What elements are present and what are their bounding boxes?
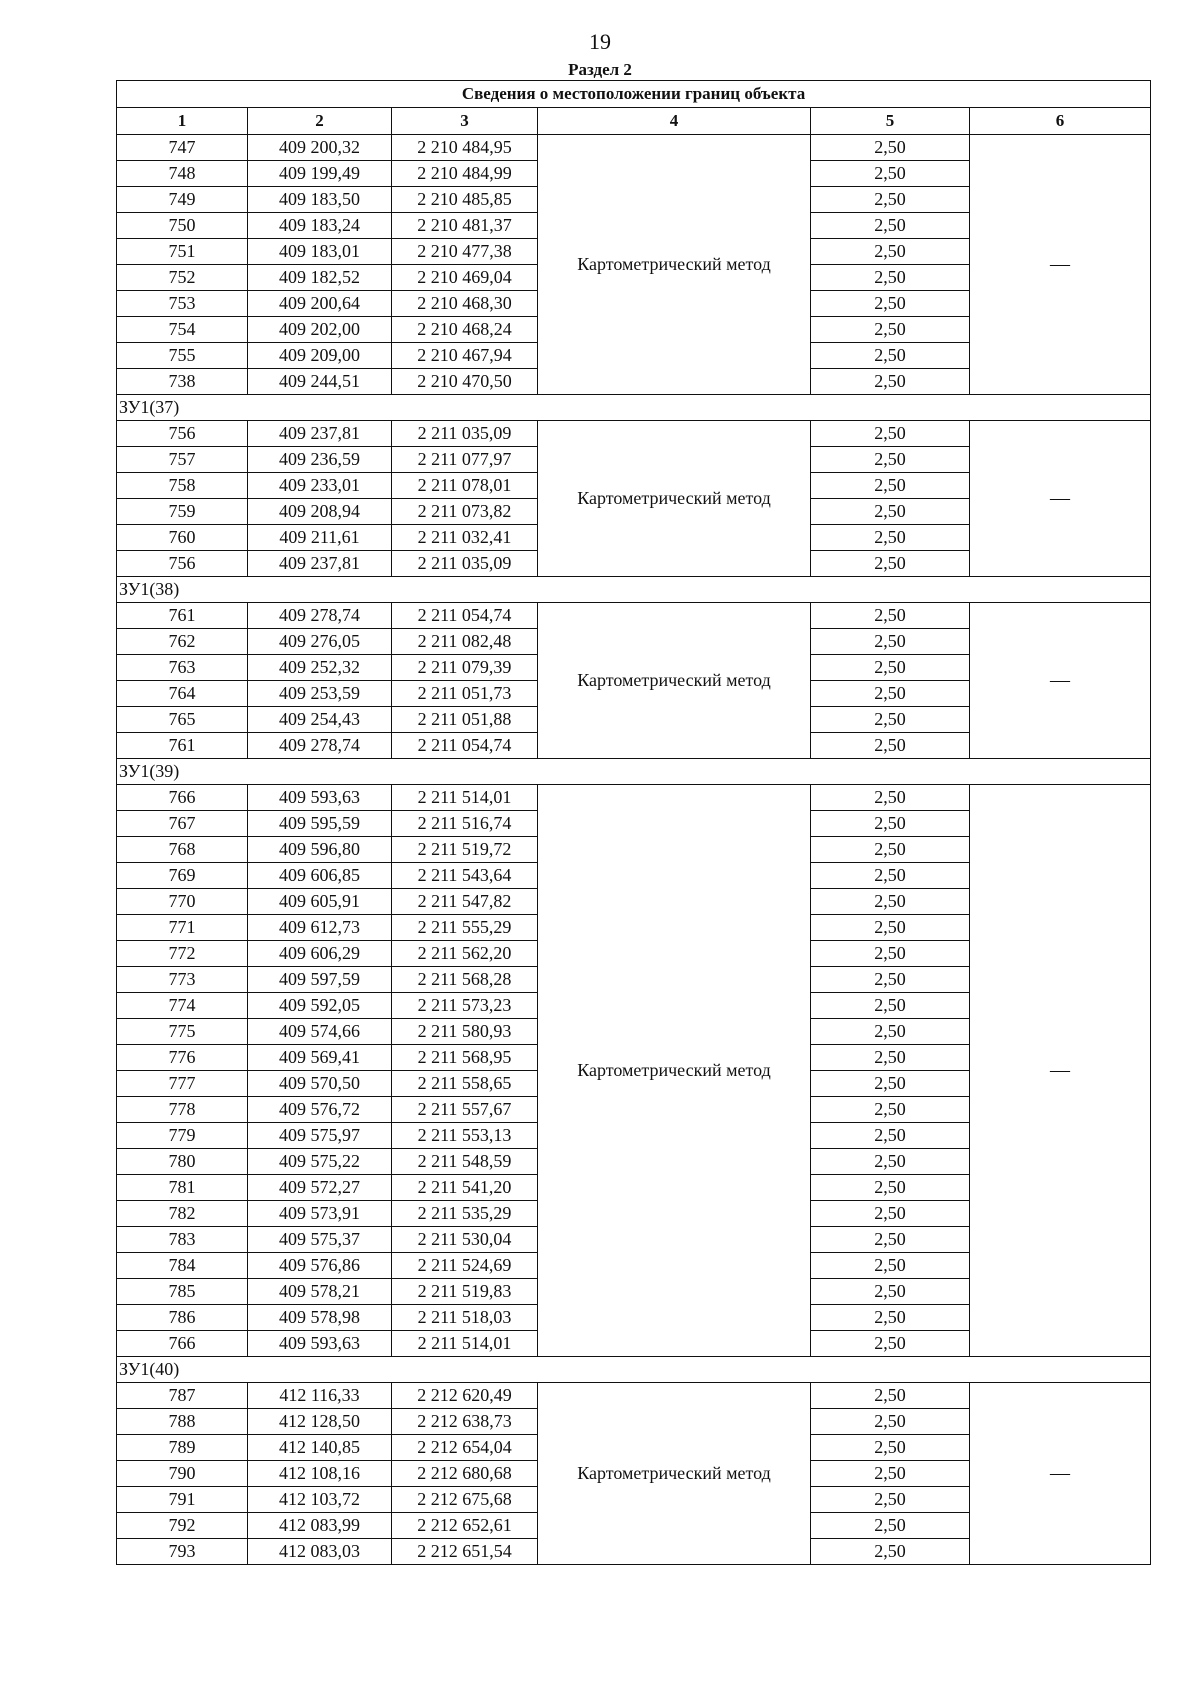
coord-x: 409 208,94 — [248, 499, 392, 525]
coord-y: 2 211 035,09 — [392, 421, 538, 447]
point-number: 760 — [117, 525, 248, 551]
coord-y: 2 211 519,72 — [392, 837, 538, 863]
accuracy: 2,50 — [811, 213, 970, 239]
coord-y: 2 211 557,67 — [392, 1097, 538, 1123]
method-cell: Картометрический метод — [538, 603, 811, 759]
group-label: ЗУ1(39) — [117, 759, 1151, 785]
point-number: 767 — [117, 811, 248, 837]
point-number: 787 — [117, 1383, 248, 1409]
accuracy: 2,50 — [811, 681, 970, 707]
coord-x: 409 253,59 — [248, 681, 392, 707]
coord-x: 409 200,64 — [248, 291, 392, 317]
coord-x: 409 183,50 — [248, 187, 392, 213]
coord-y: 2 211 558,65 — [392, 1071, 538, 1097]
method-cell: Картометрический метод — [538, 135, 811, 395]
point-number: 792 — [117, 1513, 248, 1539]
coord-x: 409 575,22 — [248, 1149, 392, 1175]
coord-y: 2 212 651,54 — [392, 1539, 538, 1565]
coord-x: 409 597,59 — [248, 967, 392, 993]
accuracy: 2,50 — [811, 655, 970, 681]
coord-y: 2 210 468,30 — [392, 291, 538, 317]
point-number: 763 — [117, 655, 248, 681]
point-number: 755 — [117, 343, 248, 369]
coord-y: 2 212 654,04 — [392, 1435, 538, 1461]
method-cell: Картометрический метод — [538, 1383, 811, 1565]
dash-cell: — — [970, 785, 1151, 1357]
coord-y: 2 211 548,59 — [392, 1149, 538, 1175]
coord-x: 409 254,43 — [248, 707, 392, 733]
coord-x: 409 578,21 — [248, 1279, 392, 1305]
accuracy: 2,50 — [811, 1253, 970, 1279]
point-number: 768 — [117, 837, 248, 863]
accuracy: 2,50 — [811, 1279, 970, 1305]
group-label-row — [117, 395, 1151, 421]
point-number: 779 — [117, 1123, 248, 1149]
coord-y: 2 212 652,61 — [392, 1513, 538, 1539]
coord-y: 2 210 469,04 — [392, 265, 538, 291]
coord-x: 409 592,05 — [248, 993, 392, 1019]
coord-x: 409 576,86 — [248, 1253, 392, 1279]
point-number: 756 — [117, 421, 248, 447]
coord-y: 2 212 680,68 — [392, 1461, 538, 1487]
point-number: 766 — [117, 1331, 248, 1357]
coord-y: 2 210 485,85 — [392, 187, 538, 213]
coord-y: 2 212 675,68 — [392, 1487, 538, 1513]
table-row — [117, 135, 1151, 161]
coord-x: 412 116,33 — [248, 1383, 392, 1409]
dash-cell: — — [970, 421, 1151, 577]
coord-x: 409 276,05 — [248, 629, 392, 655]
coord-x: 409 211,61 — [248, 525, 392, 551]
point-number: 788 — [117, 1409, 248, 1435]
coord-y: 2 211 568,28 — [392, 967, 538, 993]
accuracy: 2,50 — [811, 135, 970, 161]
group-label-row — [117, 1357, 1151, 1383]
accuracy: 2,50 — [811, 1123, 970, 1149]
coord-x: 409 578,98 — [248, 1305, 392, 1331]
accuracy: 2,50 — [811, 629, 970, 655]
point-number: 761 — [117, 603, 248, 629]
coord-y: 2 211 553,13 — [392, 1123, 538, 1149]
coord-y: 2 211 543,64 — [392, 863, 538, 889]
coord-y: 2 211 555,29 — [392, 915, 538, 941]
group-label-row — [117, 577, 1151, 603]
dash-cell: — — [970, 1383, 1151, 1565]
accuracy: 2,50 — [811, 1019, 970, 1045]
coord-y: 2 211 077,97 — [392, 447, 538, 473]
accuracy: 2,50 — [811, 1461, 970, 1487]
accuracy: 2,50 — [811, 343, 970, 369]
point-number: 765 — [117, 707, 248, 733]
coord-x: 409 596,80 — [248, 837, 392, 863]
column-number: 1 — [117, 108, 248, 135]
accuracy: 2,50 — [811, 967, 970, 993]
coord-x: 409 183,01 — [248, 239, 392, 265]
point-number: 783 — [117, 1227, 248, 1253]
coord-x: 409 236,59 — [248, 447, 392, 473]
point-number: 790 — [117, 1461, 248, 1487]
coord-x: 409 237,81 — [248, 421, 392, 447]
coord-y: 2 211 078,01 — [392, 473, 538, 499]
coord-y: 2 211 054,74 — [392, 603, 538, 629]
method-cell: Картометрический метод — [538, 785, 811, 1357]
group-label: ЗУ1(38) — [117, 577, 1151, 603]
accuracy: 2,50 — [811, 291, 970, 317]
table-row — [117, 785, 1151, 811]
accuracy: 2,50 — [811, 707, 970, 733]
coord-y: 2 211 580,93 — [392, 1019, 538, 1045]
accuracy: 2,50 — [811, 161, 970, 187]
point-number: 762 — [117, 629, 248, 655]
point-number: 789 — [117, 1435, 248, 1461]
point-number: 764 — [117, 681, 248, 707]
accuracy: 2,50 — [811, 1513, 970, 1539]
coord-y: 2 210 470,50 — [392, 369, 538, 395]
coord-x: 412 108,16 — [248, 1461, 392, 1487]
coord-x: 409 278,74 — [248, 603, 392, 629]
coord-x: 409 593,63 — [248, 785, 392, 811]
accuracy: 2,50 — [811, 837, 970, 863]
table-caption-row — [117, 81, 1151, 108]
coord-y: 2 211 051,73 — [392, 681, 538, 707]
coord-y: 2 211 516,74 — [392, 811, 538, 837]
coord-y: 2 210 477,38 — [392, 239, 538, 265]
coord-y: 2 210 468,24 — [392, 317, 538, 343]
point-number: 748 — [117, 161, 248, 187]
coord-y: 2 212 638,73 — [392, 1409, 538, 1435]
point-number: 750 — [117, 213, 248, 239]
coord-x: 409 576,72 — [248, 1097, 392, 1123]
coord-x: 409 569,41 — [248, 1045, 392, 1071]
coord-x: 409 606,85 — [248, 863, 392, 889]
accuracy: 2,50 — [811, 603, 970, 629]
accuracy: 2,50 — [811, 1227, 970, 1253]
point-number: 777 — [117, 1071, 248, 1097]
point-number: 773 — [117, 967, 248, 993]
coord-x: 412 103,72 — [248, 1487, 392, 1513]
coord-y: 2 211 541,20 — [392, 1175, 538, 1201]
point-number: 761 — [117, 733, 248, 759]
point-number: 776 — [117, 1045, 248, 1071]
column-number: 6 — [970, 108, 1151, 135]
coord-x: 409 182,52 — [248, 265, 392, 291]
point-number: 791 — [117, 1487, 248, 1513]
coord-y: 2 210 481,37 — [392, 213, 538, 239]
point-number: 780 — [117, 1149, 248, 1175]
coord-y: 2 210 484,99 — [392, 161, 538, 187]
coord-y: 2 211 535,29 — [392, 1201, 538, 1227]
point-number: 752 — [117, 265, 248, 291]
coord-x: 409 200,32 — [248, 135, 392, 161]
coord-x: 409 252,32 — [248, 655, 392, 681]
group-label: ЗУ1(40) — [117, 1357, 1151, 1383]
coord-x: 409 575,37 — [248, 1227, 392, 1253]
coord-y: 2 211 519,83 — [392, 1279, 538, 1305]
coord-x: 409 612,73 — [248, 915, 392, 941]
accuracy: 2,50 — [811, 1149, 970, 1175]
coord-y: 2 211 568,95 — [392, 1045, 538, 1071]
coord-y: 2 211 079,39 — [392, 655, 538, 681]
coord-x: 409 278,74 — [248, 733, 392, 759]
point-number: 756 — [117, 551, 248, 577]
coord-y: 2 211 514,01 — [392, 1331, 538, 1357]
accuracy: 2,50 — [811, 1071, 970, 1097]
coord-y: 2 211 051,88 — [392, 707, 538, 733]
point-number: 784 — [117, 1253, 248, 1279]
accuracy: 2,50 — [811, 889, 970, 915]
coord-x: 409 575,97 — [248, 1123, 392, 1149]
table-row — [117, 1383, 1151, 1409]
accuracy: 2,50 — [811, 551, 970, 577]
point-number: 751 — [117, 239, 248, 265]
accuracy: 2,50 — [811, 1201, 970, 1227]
accuracy: 2,50 — [811, 811, 970, 837]
coord-x: 409 574,66 — [248, 1019, 392, 1045]
accuracy: 2,50 — [811, 785, 970, 811]
accuracy: 2,50 — [811, 1331, 970, 1357]
coord-y: 2 211 032,41 — [392, 525, 538, 551]
boundary-table — [116, 80, 1151, 1565]
point-number: 769 — [117, 863, 248, 889]
column-number: 4 — [538, 108, 811, 135]
point-number: 785 — [117, 1279, 248, 1305]
point-number: 738 — [117, 369, 248, 395]
coord-y: 2 210 484,95 — [392, 135, 538, 161]
column-number-row — [117, 108, 1151, 135]
coord-y: 2 211 514,01 — [392, 785, 538, 811]
coord-x: 409 202,00 — [248, 317, 392, 343]
accuracy: 2,50 — [811, 941, 970, 967]
section-title: Раздел 2 — [568, 60, 632, 79]
coord-x: 409 209,00 — [248, 343, 392, 369]
point-number: 757 — [117, 447, 248, 473]
point-number: 770 — [117, 889, 248, 915]
dash-cell: — — [970, 603, 1151, 759]
column-number: 3 — [392, 108, 538, 135]
accuracy: 2,50 — [811, 525, 970, 551]
coord-y: 2 211 054,74 — [392, 733, 538, 759]
accuracy: 2,50 — [811, 265, 970, 291]
coord-y: 2 211 573,23 — [392, 993, 538, 1019]
point-number: 753 — [117, 291, 248, 317]
coord-y: 2 211 073,82 — [392, 499, 538, 525]
point-number: 771 — [117, 915, 248, 941]
accuracy: 2,50 — [811, 369, 970, 395]
accuracy: 2,50 — [811, 733, 970, 759]
point-number: 781 — [117, 1175, 248, 1201]
coord-x: 409 183,24 — [248, 213, 392, 239]
coord-y: 2 211 035,09 — [392, 551, 538, 577]
accuracy: 2,50 — [811, 863, 970, 889]
coord-x: 409 244,51 — [248, 369, 392, 395]
accuracy: 2,50 — [811, 1409, 970, 1435]
coord-x: 412 128,50 — [248, 1409, 392, 1435]
coord-x: 409 233,01 — [248, 473, 392, 499]
coord-x: 409 572,27 — [248, 1175, 392, 1201]
group-label-row — [117, 759, 1151, 785]
coord-x: 409 237,81 — [248, 551, 392, 577]
point-number: 793 — [117, 1539, 248, 1565]
accuracy: 2,50 — [811, 1487, 970, 1513]
accuracy: 2,50 — [811, 1435, 970, 1461]
point-number: 758 — [117, 473, 248, 499]
accuracy: 2,50 — [811, 993, 970, 1019]
point-number: 766 — [117, 785, 248, 811]
coord-x: 412 083,99 — [248, 1513, 392, 1539]
coord-x: 409 595,59 — [248, 811, 392, 837]
page-number: 19 — [589, 29, 611, 54]
accuracy: 2,50 — [811, 1305, 970, 1331]
coord-x: 409 593,63 — [248, 1331, 392, 1357]
coord-y: 2 211 518,03 — [392, 1305, 538, 1331]
accuracy: 2,50 — [811, 1383, 970, 1409]
accuracy: 2,50 — [811, 447, 970, 473]
point-number: 759 — [117, 499, 248, 525]
accuracy: 2,50 — [811, 1045, 970, 1071]
accuracy: 2,50 — [811, 915, 970, 941]
table-caption: Сведения о местоположении границ объекта — [117, 81, 1151, 108]
accuracy: 2,50 — [811, 1539, 970, 1565]
accuracy: 2,50 — [811, 499, 970, 525]
column-number: 2 — [248, 108, 392, 135]
point-number: 778 — [117, 1097, 248, 1123]
coord-x: 412 083,03 — [248, 1539, 392, 1565]
coord-x: 409 199,49 — [248, 161, 392, 187]
point-number: 786 — [117, 1305, 248, 1331]
coord-x: 409 573,91 — [248, 1201, 392, 1227]
coord-y: 2 210 467,94 — [392, 343, 538, 369]
table-row — [117, 603, 1151, 629]
point-number: 774 — [117, 993, 248, 1019]
coord-x: 409 570,50 — [248, 1071, 392, 1097]
accuracy: 2,50 — [811, 187, 970, 213]
table-row — [117, 421, 1151, 447]
group-label: ЗУ1(37) — [117, 395, 1151, 421]
coord-x: 409 605,91 — [248, 889, 392, 915]
accuracy: 2,50 — [811, 421, 970, 447]
coord-y: 2 211 547,82 — [392, 889, 538, 915]
coord-y: 2 211 530,04 — [392, 1227, 538, 1253]
coord-x: 409 606,29 — [248, 941, 392, 967]
point-number: 747 — [117, 135, 248, 161]
accuracy: 2,50 — [811, 1175, 970, 1201]
coord-x: 412 140,85 — [248, 1435, 392, 1461]
method-cell: Картометрический метод — [538, 421, 811, 577]
accuracy: 2,50 — [811, 1097, 970, 1123]
coord-y: 2 212 620,49 — [392, 1383, 538, 1409]
coord-y: 2 211 082,48 — [392, 629, 538, 655]
coord-y: 2 211 524,69 — [392, 1253, 538, 1279]
point-number: 775 — [117, 1019, 248, 1045]
point-number: 782 — [117, 1201, 248, 1227]
point-number: 749 — [117, 187, 248, 213]
accuracy: 2,50 — [811, 317, 970, 343]
accuracy: 2,50 — [811, 473, 970, 499]
dash-cell: — — [970, 135, 1151, 395]
point-number: 754 — [117, 317, 248, 343]
point-number: 772 — [117, 941, 248, 967]
column-number: 5 — [811, 108, 970, 135]
accuracy: 2,50 — [811, 239, 970, 265]
coord-y: 2 211 562,20 — [392, 941, 538, 967]
